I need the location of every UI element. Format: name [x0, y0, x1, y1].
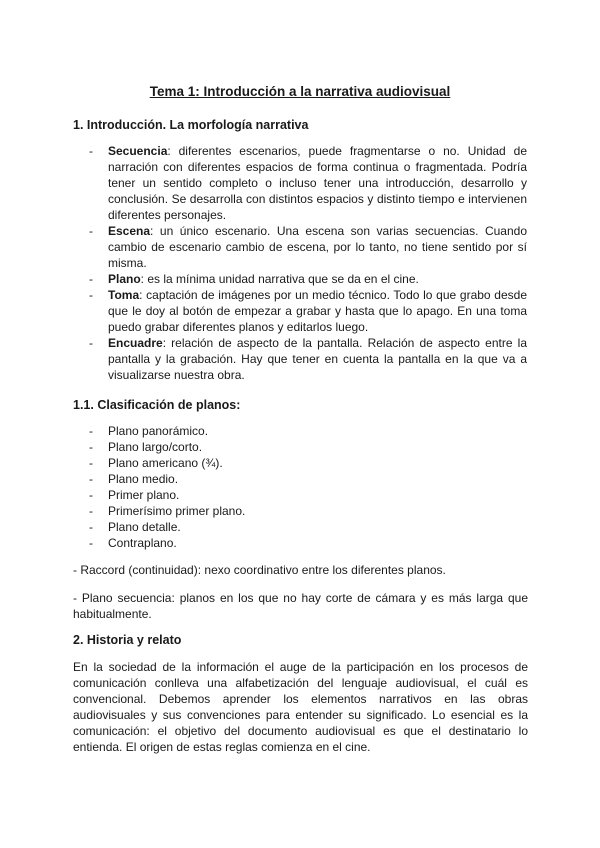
- list-item: - Plano americano (¾).: [89, 455, 527, 471]
- definition-plano: : es la mínima unidad narrativa que se da en el cine.: [140, 272, 419, 286]
- definition-secuencia: : diferentes escenarios, puede fragmentarse o no. Unidad de narración con diferentes espacios de forma continua o fragmentada. Podría tener un sentido completo o incluso tener una introducción, desarrollo y conclusión. Se desarrolla con distintos espacios y distinto tiempo e intervienen diferentes personajes.: [108, 144, 527, 222]
- term-escena: Escena: [108, 224, 151, 238]
- definition-toma: : captación de imágenes por un medio técnico. Todo lo que grabo desde que le doy al botón de empezar a grabar y hasta que lo apago. En una toma puedo grabar diferentes planos y editarlos luego.: [108, 288, 527, 334]
- list-item-toma: [89, 287, 527, 335]
- morphology-list: [89, 143, 527, 383]
- list-item: - Plano largo/corto.: [89, 439, 527, 455]
- section-2-heading: 2. Historia y relato: [73, 633, 182, 647]
- list-item: - Primerísimo primer plano.: [89, 503, 527, 519]
- list-item: - Plano panorámico.: [89, 423, 527, 439]
- list-item-escena: [89, 223, 527, 271]
- list-item: - Contraplano.: [89, 535, 527, 551]
- document-title: Tema 1: Introducción a la narrativa audiovisual: [149, 84, 451, 99]
- raccord-paragraph: - Raccord (continuidad): nexo coordinativo entre los diferentes planos.: [73, 563, 446, 577]
- section-1-heading: 1. Introducción. La morfología narrativa: [73, 118, 309, 132]
- list-item-secuencia: [89, 143, 527, 223]
- list-item: - Primer plano.: [89, 487, 527, 503]
- shot-types-list: [89, 423, 527, 551]
- section-2-paragraph: En la sociedad de la información el auge de la participación en los procesos de comunicación conlleva una alfabetización del lenguaje audiovisual, el cuál es convencional. Debemos aprender los elementos narrativos en las obras audiovisuales y sus convenciones para entender su significado. Lo esencial es la comunicación: el objetivo del documento audiovisual es que el destinatario lo entienda. El origen de estas reglas comienza en el cine.: [73, 660, 528, 754]
- term-encuadre: Encuadre: [108, 336, 163, 350]
- definition-escena: : un único escenario. Una escena son varias secuencias. Cuando cambio de escenario cambio de escena, por lo tanto, no tiene sentido por sí misma.: [108, 224, 527, 270]
- term-secuencia: Secuencia: [108, 144, 168, 158]
- list-item-encuadre: [89, 335, 527, 383]
- list-item: - Plano detalle.: [89, 519, 527, 535]
- list-item: - Plano medio.: [89, 471, 527, 487]
- term-toma: Toma: [108, 288, 140, 302]
- definition-encuadre: : relación de aspecto de la pantalla. Relación de aspecto entre la pantalla y la grabación. Hay que tener en cuenta la pantalla en la que va a visualizarse nuestra obra.: [108, 336, 527, 382]
- section-1-1-heading: 1.1. Clasificación de planos:: [73, 398, 241, 412]
- term-plano: Plano: [108, 272, 141, 286]
- list-item-plano: [89, 271, 527, 287]
- plano-secuencia-paragraph: - Plano secuencia: planos en los que no hay corte de cámara y es más larga que habitualmente.: [73, 591, 528, 621]
